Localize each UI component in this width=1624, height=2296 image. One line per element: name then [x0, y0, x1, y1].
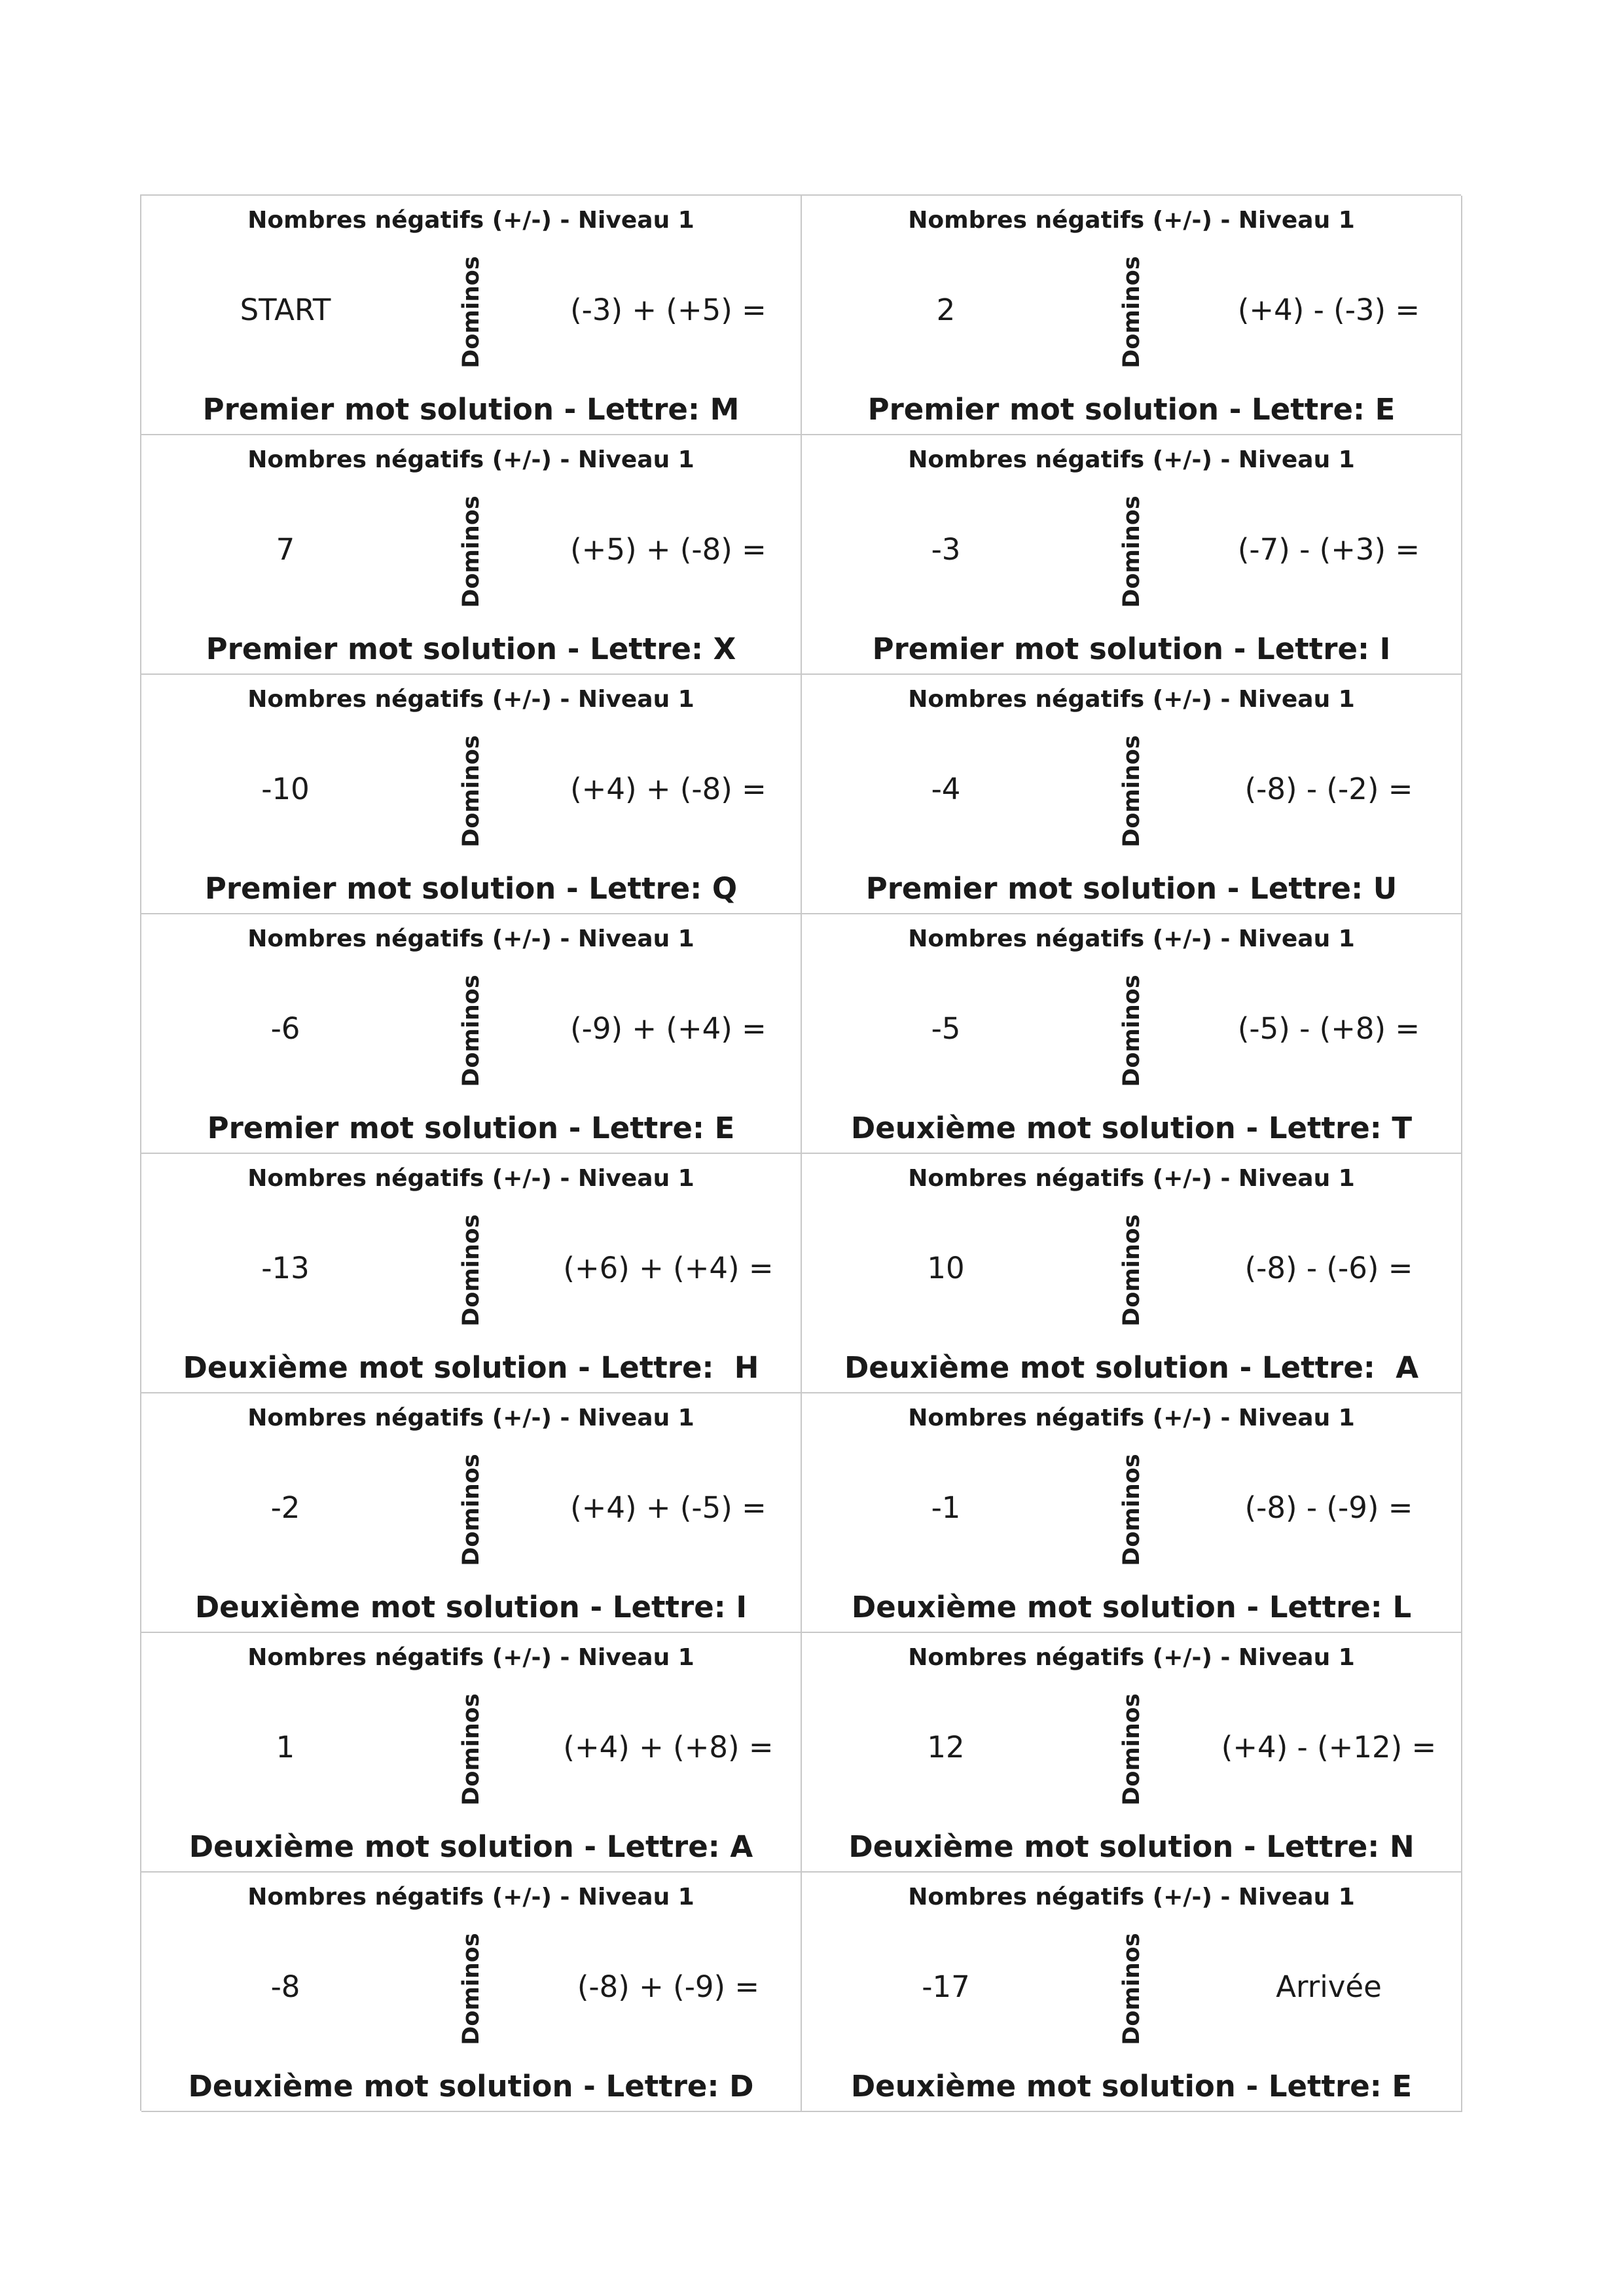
card-solution-letter: Deuxième mot solution - Lettre: L	[851, 1590, 1412, 1624]
spine-label: Dominos	[458, 1454, 484, 1566]
card-solution-letter: Deuxième mot solution - Lettre: N	[848, 1829, 1415, 1864]
card-solution-letter: Premier mot solution - Lettre: X	[206, 632, 736, 666]
spine-label: Dominos	[458, 1214, 484, 1327]
card-header: Nombres négatifs (+/-) - Niveau 1	[908, 446, 1355, 473]
card-header: Nombres négatifs (+/-) - Niveau 1	[247, 1405, 695, 1431]
card-header: Nombres négatifs (+/-) - Niveau 1	[908, 925, 1355, 952]
card-question: (-8) + (-9) =	[577, 1969, 760, 2004]
spine-label: Dominos	[1119, 1454, 1145, 1566]
card-question: Arrivée	[1276, 1969, 1382, 2004]
card-answer: -13	[261, 1251, 310, 1285]
spine-label: Dominos	[458, 256, 484, 368]
domino-card	[802, 1633, 1462, 1873]
card-solution-letter: Premier mot solution - Lettre: Q	[204, 871, 738, 906]
card-question: (-7) - (+3) =	[1237, 532, 1420, 567]
card-answer: 10	[927, 1251, 965, 1285]
card-header: Nombres négatifs (+/-) - Niveau 1	[908, 1165, 1355, 1192]
card-answer: -8	[270, 1969, 300, 2004]
card-answer: -5	[931, 1011, 961, 1046]
domino-card	[802, 1873, 1462, 2112]
card-answer: -4	[931, 772, 961, 806]
spine-label: Dominos	[1119, 1693, 1145, 1806]
domino-card	[141, 675, 802, 914]
card-header: Nombres négatifs (+/-) - Niveau 1	[247, 1884, 695, 1910]
card-header: Nombres négatifs (+/-) - Niveau 1	[247, 1644, 695, 1671]
card-answer: 2	[936, 293, 956, 327]
card-solution-letter: Premier mot solution - Lettre: U	[865, 871, 1398, 906]
card-answer: START	[240, 293, 331, 327]
card-header: Nombres négatifs (+/-) - Niveau 1	[247, 925, 695, 952]
card-header: Nombres négatifs (+/-) - Niveau 1	[247, 686, 695, 713]
spine-label: Dominos	[1119, 1933, 1145, 2045]
card-answer: 12	[927, 1730, 965, 1765]
card-solution-letter: Premier mot solution - Lettre: E	[207, 1111, 735, 1145]
domino-card	[802, 675, 1462, 914]
card-solution-letter: Premier mot solution - Lettre: M	[202, 392, 740, 427]
card-question: (-8) - (-6) =	[1244, 1251, 1413, 1285]
spine-label: Dominos	[458, 1693, 484, 1806]
spine-label: Dominos	[1119, 735, 1145, 848]
card-header: Nombres négatifs (+/-) - Niveau 1	[908, 1405, 1355, 1431]
card-answer: 1	[276, 1730, 295, 1765]
domino-card	[141, 435, 802, 675]
spine-label: Dominos	[1119, 1214, 1145, 1327]
domino-card	[141, 1633, 802, 1873]
card-solution-letter: Deuxième mot solution - Lettre: A	[189, 1829, 753, 1864]
card-header: Nombres négatifs (+/-) - Niveau 1	[908, 1884, 1355, 1910]
domino-card	[141, 1154, 802, 1393]
domino-card	[802, 1154, 1462, 1393]
domino-card	[802, 1393, 1462, 1633]
card-question: (+4) + (+8) =	[563, 1730, 774, 1765]
spine-label: Dominos	[1119, 256, 1145, 368]
spine-label: Dominos	[458, 975, 484, 1087]
spine-label: Dominos	[458, 1933, 484, 2045]
card-question: (+4) - (-3) =	[1237, 293, 1420, 327]
card-question: (-8) - (-2) =	[1244, 772, 1413, 806]
card-answer: -3	[931, 532, 961, 567]
card-header: Nombres négatifs (+/-) - Niveau 1	[908, 207, 1355, 234]
domino-card	[141, 196, 802, 435]
spine-label: Dominos	[458, 735, 484, 848]
card-header: Nombres négatifs (+/-) - Niveau 1	[247, 1165, 695, 1192]
card-question: (-8) - (-9) =	[1244, 1490, 1413, 1525]
card-header: Nombres négatifs (+/-) - Niveau 1	[247, 207, 695, 234]
card-solution-letter: Deuxième mot solution - Lettre: D	[188, 2069, 754, 2104]
card-answer: 7	[276, 532, 295, 567]
card-solution-letter: Premier mot solution - Lettre: I	[872, 632, 1391, 666]
card-question: (-5) - (+8) =	[1237, 1011, 1420, 1046]
domino-card	[802, 435, 1462, 675]
card-header: Nombres négatifs (+/-) - Niveau 1	[908, 686, 1355, 713]
card-question: (+4) + (-8) =	[570, 772, 767, 806]
card-solution-letter: Deuxième mot solution - Lettre: A	[844, 1350, 1419, 1385]
domino-card	[802, 196, 1462, 435]
domino-card	[141, 1873, 802, 2112]
card-header: Nombres négatifs (+/-) - Niveau 1	[908, 1644, 1355, 1671]
card-answer: -2	[270, 1490, 300, 1525]
domino-card	[802, 914, 1462, 1154]
card-solution-letter: Deuxième mot solution - Lettre: E	[850, 2069, 1413, 2104]
card-question: (+6) + (+4) =	[563, 1251, 774, 1285]
card-header: Nombres négatifs (+/-) - Niveau 1	[247, 446, 695, 473]
card-solution-letter: Deuxième mot solution - Lettre: T	[850, 1111, 1413, 1145]
domino-card	[141, 1393, 802, 1633]
card-question: (+4) + (-5) =	[570, 1490, 767, 1525]
card-solution-letter: Deuxième mot solution - Lettre: I	[194, 1590, 748, 1624]
card-answer: -6	[270, 1011, 300, 1046]
card-answer: -10	[261, 772, 310, 806]
domino-card-grid	[140, 194, 1461, 2111]
card-answer: -1	[931, 1490, 961, 1525]
card-answer: -17	[922, 1969, 970, 2004]
spine-label: Dominos	[1119, 495, 1145, 608]
domino-card	[141, 914, 802, 1154]
card-question: (+4) - (+12) =	[1221, 1730, 1437, 1765]
card-question: (+5) + (-8) =	[570, 532, 767, 567]
spine-label: Dominos	[1119, 975, 1145, 1087]
card-question: (-3) + (+5) =	[570, 293, 767, 327]
card-question: (-9) + (+4) =	[570, 1011, 767, 1046]
spine-label: Dominos	[458, 495, 484, 608]
card-solution-letter: Premier mot solution - Lettre: E	[867, 392, 1396, 427]
card-solution-letter: Deuxième mot solution - Lettre: H	[183, 1350, 759, 1385]
